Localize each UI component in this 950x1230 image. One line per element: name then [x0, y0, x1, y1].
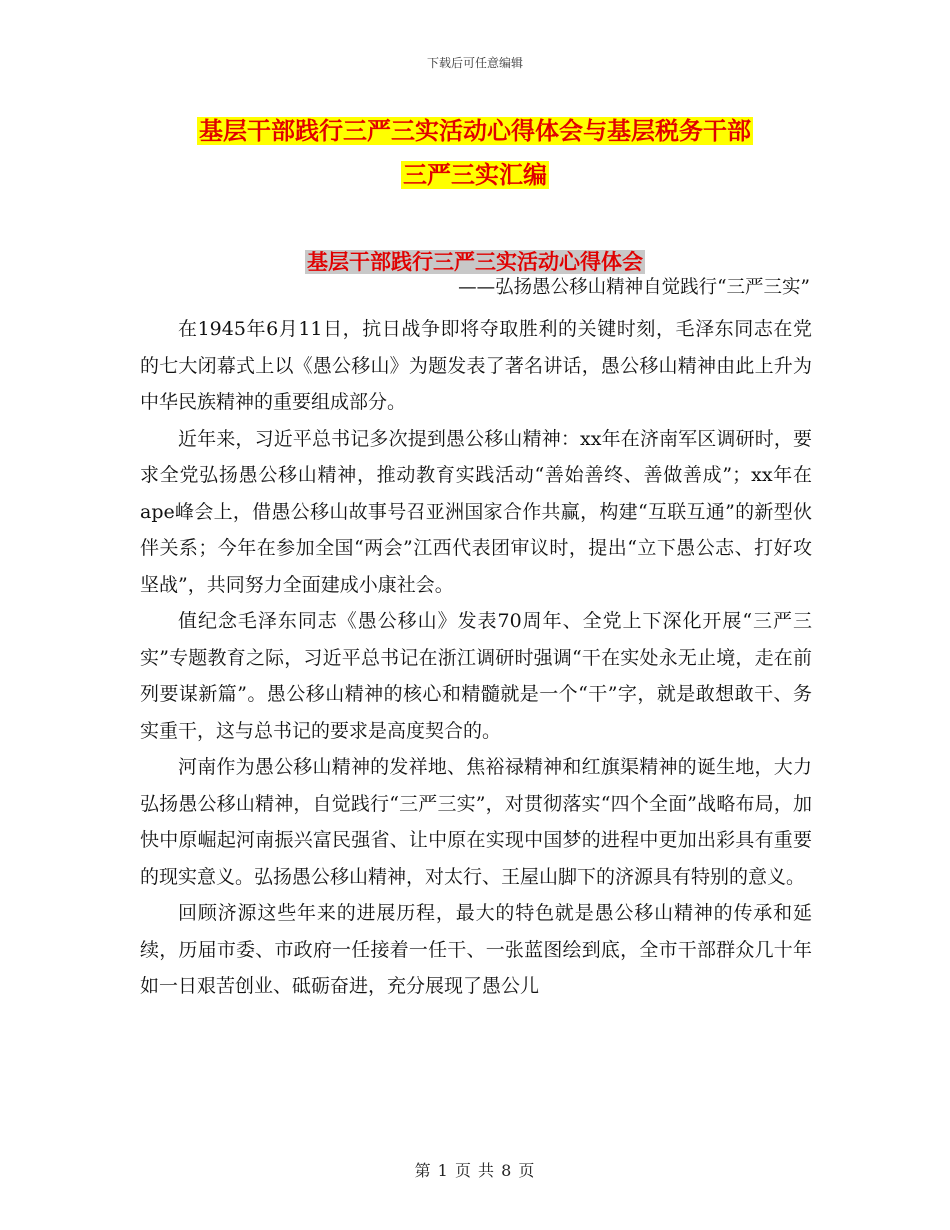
article-title-text: 基层干部践行三严三实活动心得体会: [307, 250, 643, 274]
paragraph-3: 值纪念毛泽东同志《愚公移山》发表70周年、全党上下深化开展“三严三实”专题教育之际，习近平总书记在浙江调研时强调“干在实处永无止境，走在前列要谋新篇”。愚公移山精神的核心和精髓就是一个“干”字，就是敢想敢干、务实重干，这与总书记的要求是高度契合的。: [140, 610, 812, 742]
article-body: [140, 311, 812, 1005]
paragraph-5: 回顾济源这些年来的进展历程，最大的特色就是愚公移山精神的传承和延续，历届市委、市政府一任接着一任干、一张蓝图绘到底，全市干部群众几十年如一日艰苦创业、砥砺奋进，充分展现了愚公儿: [140, 902, 812, 997]
article-byline: ——弘扬愚公移山精神自觉践行“三严三实”: [458, 277, 810, 298]
paragraph-1: 在1945年6月11日，抗日战争即将夺取胜利的关键时刻，毛泽东同志在党的七大闭幕式上以《愚公移山》为题发表了著名讲话，愚公移山精神由此上升为中华民族精神的重要组成部分。: [140, 318, 812, 413]
paragraph-4: 河南作为愚公移山精神的发祥地、焦裕禄精神和红旗渠精神的诞生地，大力弘扬愚公移山精神，自觉践行“三严三实”，对贯彻落实“四个全面”战略布局，加快中原崛起河南振兴富民强省、让中原在实现中国梦的进程中更加出彩具有重要的现实意义。弘扬愚公移山精神，对太行、王屋山脚下的济源具有特别的意义。: [140, 756, 812, 888]
page-footer: 第 1 页 共 8 页: [414, 1161, 536, 1180]
header-note: 下载后可任意编辑: [426, 56, 523, 70]
article-title: [0, 248, 950, 276]
document-title-line-1: [0, 114, 950, 148]
document-title-line-1-text: 基层干部践行三严三实活动心得体会与基层税务干部: [199, 117, 751, 145]
document-title-line-2: [0, 158, 950, 192]
paragraph-2: 近年来，习近平总书记多次提到愚公移山精神：xx年在济南军区调研时，要求全党弘扬愚公移山精神，推动教育实践活动“善始善终、善做善成”；xx年在ape峰会上，借愚公移山故事号召亚洲国家合作共赢，构建“互联互通”的新型伙伴关系；今年在参加全国“两会”江西代表团审议时，提出“立下愚公志、打好攻坚战”，共同努力全面建成小康社会。: [140, 427, 812, 596]
document-title-line-2-text: 三严三实汇编: [403, 161, 547, 189]
